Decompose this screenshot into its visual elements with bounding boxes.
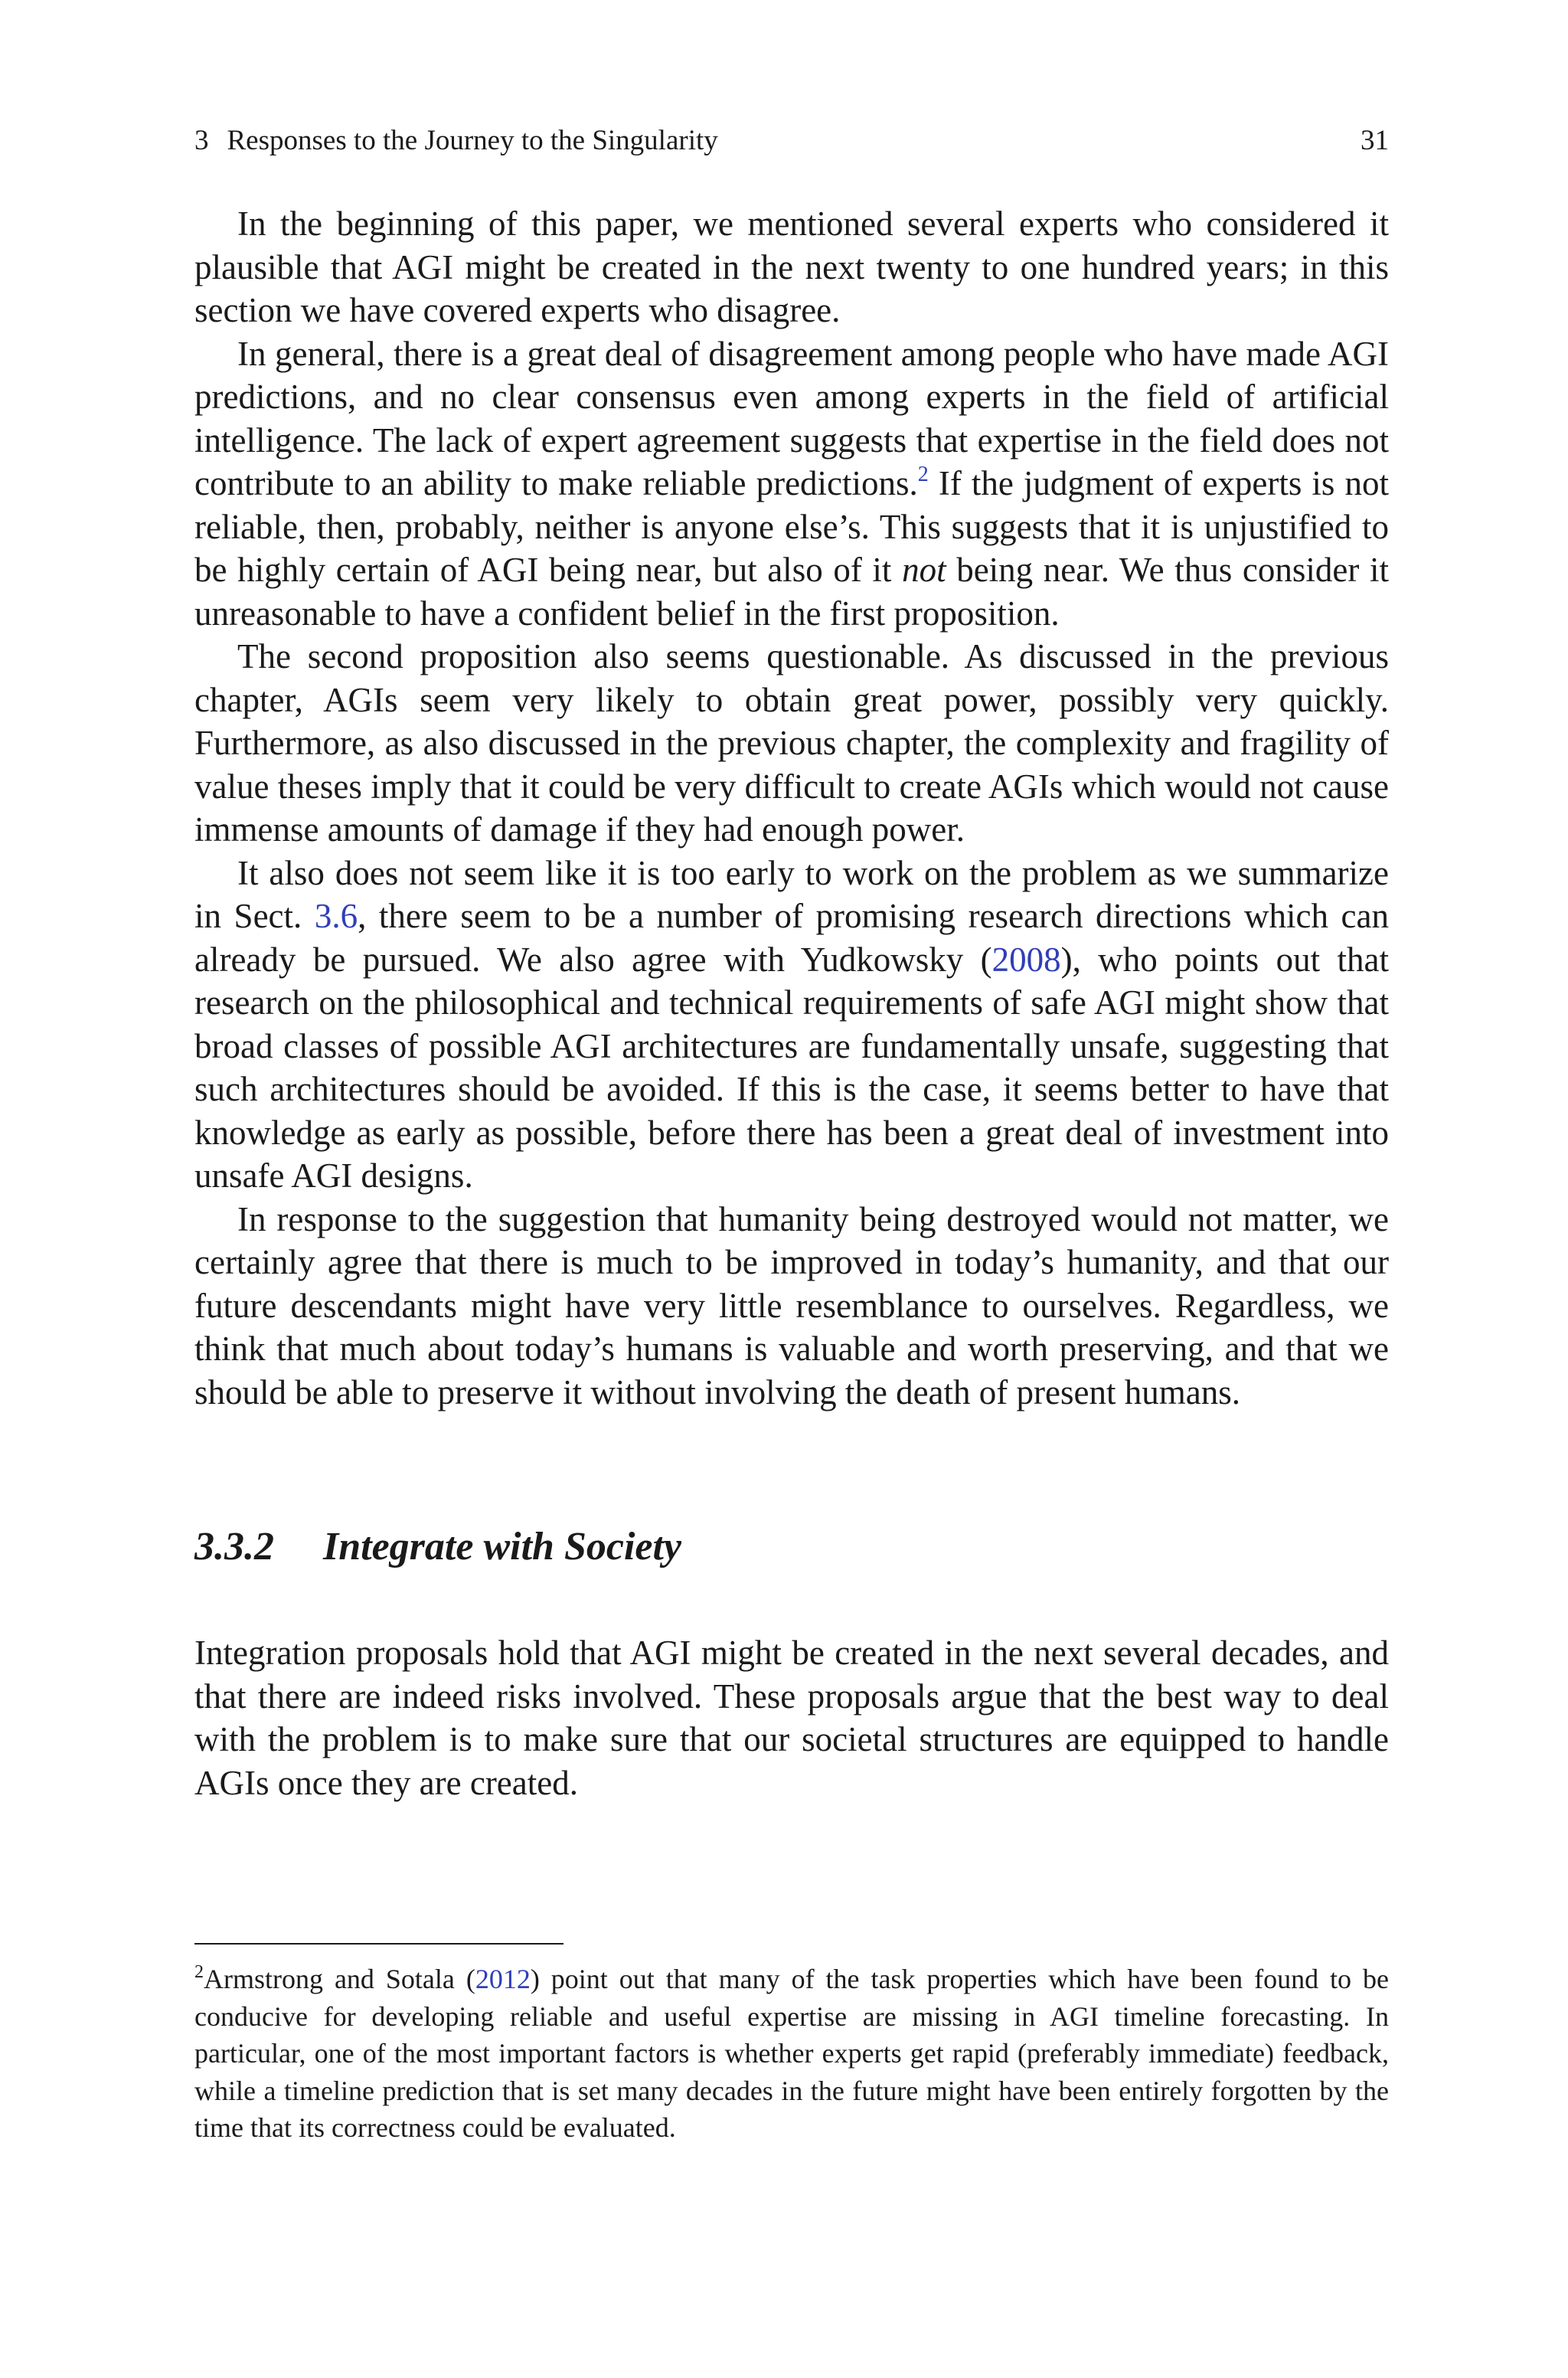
section-heading bbox=[194, 1520, 1389, 1574]
footnote bbox=[194, 1961, 1389, 2147]
emphasis-not: not bbox=[902, 551, 946, 589]
running-title bbox=[194, 123, 718, 159]
footnote-rule bbox=[194, 1943, 564, 1945]
page-number: 31 bbox=[1361, 125, 1389, 156]
paragraph-2 bbox=[194, 332, 1389, 636]
section-link-3-6[interactable]: 3.6 bbox=[314, 897, 358, 935]
paragraph-3: The second proposition also seems questionable. As discussed in the previous chapter, AGIs seem very likely to obtain great power, possibly very quickly. Furthermore, as also discussed in the previous chapter, the complexity and fragility of value theses imply that it could be very difficult to create AGIs which would not cause immense amounts of damage if they had enough power. bbox=[194, 637, 1389, 849]
footnote-marker[interactable]: 2 bbox=[917, 463, 929, 486]
chapter-title: Responses to the Journey to the Singularity bbox=[227, 125, 718, 156]
section-paragraph: Integration proposals hold that AGI might be created in the next several decades, and that there are indeed risks involved. These proposals argue that the best way to deal with the problem is to make sure that our societal structures are equipped to handle AGIs once they are created. bbox=[194, 1634, 1389, 1802]
main-text bbox=[194, 202, 1389, 1414]
section-text bbox=[194, 1631, 1389, 1804]
footnote-number: 2 bbox=[194, 1962, 204, 1982]
paragraph-2-text-a: In general, there is a great deal of disagreement among people who have made AGI predictions, and no clear consensus even among experts in the field of artificial intelligence. The lack of expert agreement suggests that expertise in the field does not contribute to an ability to make reliable predictions. bbox=[194, 334, 1389, 502]
paragraph-2-text-b: If the judgment of experts is not reliable, then, probably, neither is anyone else’s. This suggests that it is unjustified to be highly certain of AGI being near, but also of it bbox=[194, 464, 1389, 589]
paragraph-4-text-b: , there seem to be a number of promising research directions which can already be pursued. We also agree with Yudkowsky ( bbox=[194, 897, 1390, 979]
footnote-text-a: Armstrong and Sotala ( bbox=[204, 1964, 475, 1994]
paragraph-4 bbox=[194, 852, 1389, 1198]
citation-link-2012[interactable]: 2012 bbox=[475, 1964, 531, 1994]
footnote-text bbox=[194, 1961, 1389, 2147]
running-header bbox=[194, 123, 1389, 159]
footnote-text-b: ) point out that many of the task properties which have been found to be conducive for developing reliable and useful expertise are missing in AGI timeline forecasting. In particular, one of the most important factors is whether experts get rapid (preferably immediate) feedback, while a timeline prediction that is set many decades in the future might have been entirely forgotten by the time that its correctness could be evaluated. bbox=[194, 1964, 1389, 2143]
citation-link-2008[interactable]: 2008 bbox=[991, 940, 1061, 979]
paragraph-4-text-c: ), who points out that research on the philosophical and technical requirements of safe AGI might show that broad classes of possible AGI architectures are fundamentally unsafe, suggesting that such architectures should be avoided. If this is the case, it seems better to have that knowledge as early as possible, before there has been a great deal of investment into unsafe AGI designs. bbox=[194, 940, 1389, 1195]
paragraph-2-text-c: being near. We thus consider it unreasonable to have a confident belief in the first proposition. bbox=[194, 551, 1389, 633]
paragraph-1: In the beginning of this paper, we mentioned several experts who considered it plausible that AGI might be created in the next twenty to one hundred years; in this section we have covered experts who disagree. bbox=[194, 204, 1389, 329]
paragraph-4-text-a: It also does not seem like it is too early to work on the problem as we summarize in Sect. bbox=[194, 853, 1389, 935]
chapter-number: 3 bbox=[194, 125, 209, 156]
section-number: 3.3.2 bbox=[194, 1525, 274, 1568]
section-title: Integrate with Society bbox=[323, 1525, 681, 1568]
paragraph-5: In response to the suggestion that humanity being destroyed would not matter, we certainly agree that there is much to be improved in today’s humanity, and that our future descendants might have very little resemblance to ourselves. Regardless, we think that much about today’s humans is valuable and worth preserving, and that we should be able to preserve it without involving the death of present humans. bbox=[194, 1199, 1389, 1411]
